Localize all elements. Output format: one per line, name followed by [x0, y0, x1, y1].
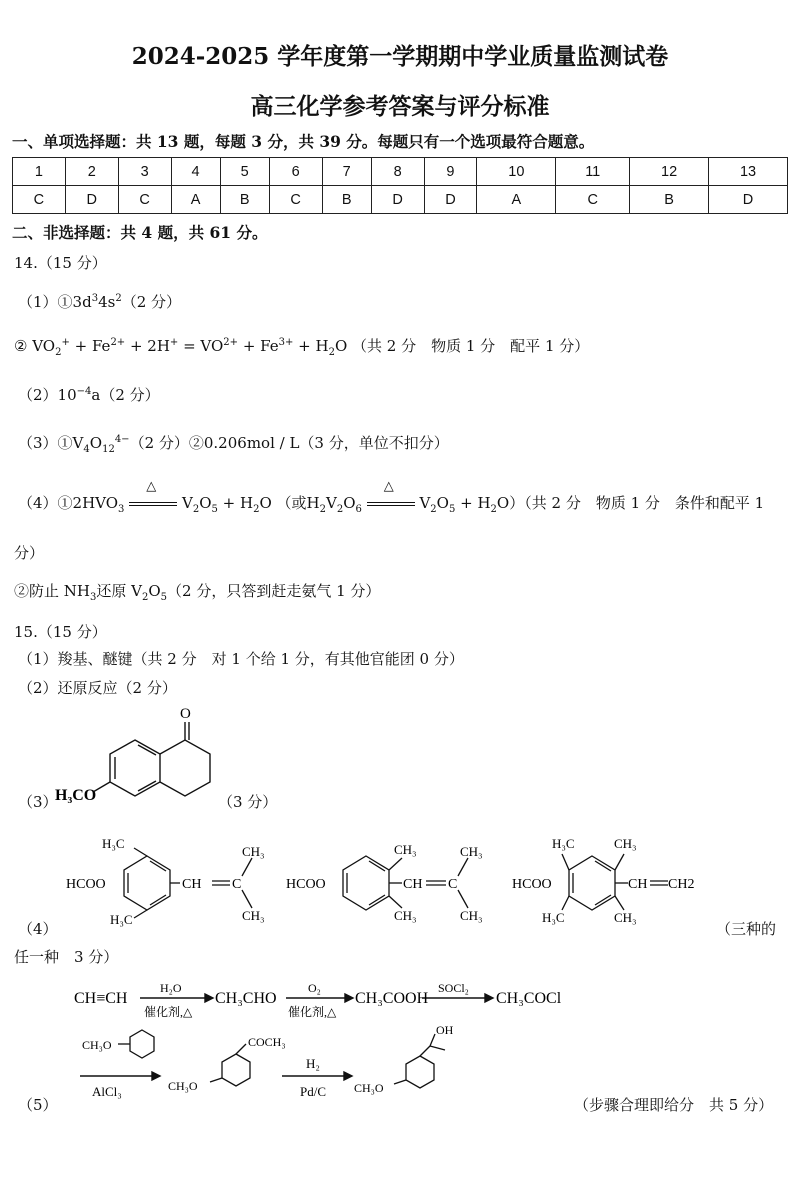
4a-ch3-bottom: CH₃ [242, 908, 265, 923]
q14-p1-mid: 4s [98, 293, 116, 311]
4c-ch2: CH2 [668, 877, 695, 892]
route-acetaldehyde: CH₃CHO [215, 990, 277, 1007]
answer-table [12, 157, 788, 214]
heat-symbol-2: △ [383, 479, 394, 494]
answer-cell: A [477, 186, 556, 214]
question-number-cell: 12 [630, 158, 709, 186]
page-subtitle: 高三化学参考答案与评分标准 [250, 93, 550, 120]
q14-p1b-note: （共 2 分 物质 1 分 配平 1 分） [352, 337, 590, 355]
4c-h3c-bottom: H₃C [542, 910, 565, 925]
heat-arrow-2 [367, 479, 415, 515]
answer-cell: C [118, 186, 171, 214]
answer-cell: B [322, 186, 371, 214]
question-number-cell: 10 [477, 158, 556, 186]
route-s5-acetyl: COCH₃ [248, 1035, 286, 1049]
page-title: 2024-2025 学年度第一学期期中学业质量监测试卷 [131, 43, 669, 70]
answer-cell: B [630, 186, 709, 214]
synthesis-route-line1 [60, 976, 600, 1020]
answer-cell: D [709, 186, 788, 214]
heat-arrow [129, 479, 177, 515]
answer-table-number-row [13, 158, 788, 186]
4c-h3c-top: H₃C [552, 836, 575, 851]
q14-p4-pre: （4）① [18, 494, 73, 512]
q14-p2-pre: （2）10 [18, 386, 77, 404]
answer-cell: D [65, 186, 118, 214]
4b-ch3-ring-top: CH₃ [394, 842, 417, 857]
structure-4c [512, 824, 712, 929]
structure-4a [62, 828, 272, 928]
4c-ch3-top: CH₃ [614, 836, 637, 851]
route-r4-anisole: CH₃O [82, 1038, 112, 1052]
q14-part4: $(4)①2HVO_3$ △ $V_2O_5 + H_2O$ （或$H_2V_2O_6$ △ $V_2O_5 + H_2O$）（共 2 分 物质 1 分 条件和配平 1 [18, 479, 765, 515]
heat-symbol: △ [146, 479, 157, 494]
question-number-cell: 11 [556, 158, 630, 186]
4a-c: C [232, 877, 242, 892]
q14-p3-value: 0.206mol / L [203, 434, 300, 452]
4a-h3c-bottom: H₃C [110, 912, 133, 927]
route-acetylene: CH≡CH [74, 990, 128, 1007]
q14-p4b-score: （2 分，只答到赶走氨气 1 分） [167, 582, 381, 600]
answer-cell: C [13, 186, 66, 214]
route-r3-reagent: SOCl₂ [438, 981, 469, 995]
q15-part4-note-b: 任一种 3 分） [14, 948, 119, 966]
route-r1-reagent: H₂O [160, 981, 182, 995]
route-r2-condition: 催化剂,△ [288, 1005, 337, 1019]
route-acetyl-chloride: CH₃COCl [496, 990, 562, 1007]
q14-p3-score1: （2 分）② [129, 434, 204, 452]
4c-ch: CH [628, 877, 648, 892]
4b-ch3-top: CH₃ [460, 844, 483, 859]
q15-part3-score: （3 分） [218, 793, 278, 811]
q14-p4b-mid: 还原 V [96, 582, 142, 600]
q14-p2-post: a（2 分） [91, 386, 160, 404]
q14-p4-note-cont: 分） [14, 544, 45, 562]
q15-part2: （2）还原反应（2 分） [18, 679, 177, 697]
structure-4b [286, 828, 506, 928]
answer-table-answer-row [13, 186, 788, 214]
question-number-cell: 3 [118, 158, 171, 186]
q14-part3: $(3)①V_4O_{12}^{4-}(2$ 分）②0.206mol / L（3 分，单位不扣分） [18, 434, 449, 455]
q14-part4b: ②防止 $NH_3$还原 $V_2O_5(2$ 分，只答到赶走氨气 1 分） [14, 582, 381, 603]
question-number-cell: 7 [322, 158, 371, 186]
question-number-cell: 1 [13, 158, 66, 186]
q14-p1-sup1: 3 [91, 293, 99, 304]
4b-ch: CH [403, 877, 423, 892]
route-s6-oh: OH [436, 1024, 454, 1037]
q14-p3-score2: （3 分，单位不扣分） [299, 434, 449, 452]
route-s6-methoxy: CH₃O [354, 1081, 384, 1095]
answer-cell: A [171, 186, 220, 214]
question-number-cell: 8 [371, 158, 424, 186]
route-r2-reagent: O₂ [308, 981, 321, 995]
q14-p4-or: （或 [276, 494, 307, 512]
q15-part4-note-a: （三种的 [716, 920, 777, 938]
route-s5-methoxy: CH₃O [168, 1079, 198, 1093]
route-r4-catalyst: AlCl₃ [92, 1084, 122, 1099]
q15-header: 15.（15 分） [14, 623, 107, 641]
q15-part3-label: （3） [18, 793, 58, 811]
q15-part5-note: （步骤合理即给分 共 5 分） [574, 1096, 774, 1114]
q14-p4-note: ）（共 2 分 物质 1 分 条件和配平 1 [509, 494, 765, 512]
q15-part5-label: （5） [18, 1096, 58, 1114]
section-1-heading: 一、单项选择题：共 13 题，每题 3 分，共 39 分。每题只有一个选项最符合题意。 [12, 132, 595, 151]
q14-p3-pre: （3）① [18, 434, 73, 452]
4b-ch3-ring-bottom: CH₃ [394, 908, 417, 923]
tetralone-structure [55, 700, 235, 810]
4a-hcoo: HCOO [66, 877, 106, 892]
4a-ch: CH [182, 877, 202, 892]
q15-part1: （1）羧基、醚键（共 2 分 对 1 个给 1 分，有其他官能团 0 分） [18, 650, 464, 668]
route-r5-reagent: H₂ [306, 1056, 320, 1071]
methoxy-group: H₃CO [55, 787, 97, 804]
4b-ch3-bottom: CH₃ [460, 908, 483, 923]
q14-p1-sup2: 2 [115, 293, 122, 304]
section-2-heading: 二、非选择题：共 4 题，共 61 分。 [12, 223, 268, 242]
q14-p2-sup: −4 [76, 386, 92, 397]
answer-cell: D [371, 186, 424, 214]
question-number-cell: 6 [269, 158, 322, 186]
q14-p1-text: （1）①3d [18, 293, 92, 311]
4b-c: C [448, 877, 458, 892]
q14-part2 [18, 384, 160, 405]
q15-part4-label: （4） [18, 920, 58, 938]
synthesis-route-line2 [60, 1024, 480, 1114]
4a-h3c-top: H₃C [102, 836, 125, 851]
q14-p4b-pre: ②防止 NH [14, 582, 90, 600]
q14-part1-equation: ② $VO_2^+ + Fe^{2+} + 2H^+ = VO^{2+} + Fe^{3+} + H_2O$ （共 2 分 物质 1 分 配平 1 分） [14, 337, 590, 358]
4b-hcoo: HCOO [286, 877, 326, 892]
4a-ch3-top: CH₃ [242, 844, 265, 859]
q14-p1-score: （2 分） [121, 293, 182, 311]
route-r1-condition: 催化剂,△ [144, 1005, 193, 1019]
q14-header: 14.（15 分） [14, 254, 107, 272]
q14-part1 [18, 291, 181, 312]
answer-cell: C [269, 186, 322, 214]
route-acetic-acid: CH₃COOH [355, 990, 429, 1007]
question-number-cell: 2 [65, 158, 118, 186]
4c-ch3-bottom: CH₃ [614, 910, 637, 925]
route-r5-catalyst: Pd/C [300, 1084, 327, 1099]
ketone-o: O [180, 706, 191, 722]
4c-hcoo: HCOO [512, 877, 552, 892]
answer-cell: C [556, 186, 630, 214]
answer-cell: B [220, 186, 269, 214]
question-number-cell: 5 [220, 158, 269, 186]
question-number-cell: 13 [709, 158, 788, 186]
question-number-cell: 4 [171, 158, 220, 186]
answer-cell: D [424, 186, 477, 214]
question-number-cell: 9 [424, 158, 477, 186]
